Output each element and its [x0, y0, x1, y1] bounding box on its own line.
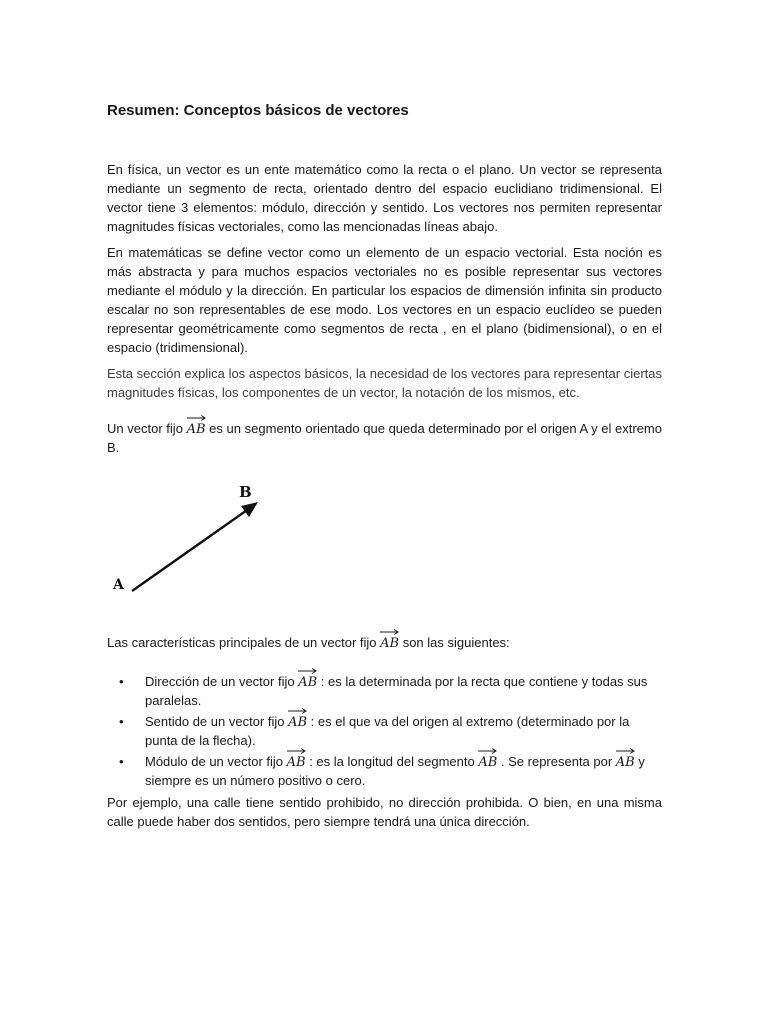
vector-arrowhead-icon — [241, 502, 258, 517]
vector-arrow-icon — [478, 747, 497, 755]
list-item-sense: • Sentido de un vector fijo AB : es el que va del origen al extremo (determinado por la punta de la flecha). — [107, 712, 662, 750]
vector-arrow-icon — [288, 707, 307, 715]
text-segment: Un vector fijo — [107, 421, 187, 436]
paragraph-fixed-vector — [107, 419, 662, 457]
list-item-modulus: • Módulo de un vector fijo AB : es la longitud del segmento AB . Se representa por AB y siempre es un número positivo o cero. — [107, 752, 662, 790]
list-item-direction: • Dirección de un vector fijo AB : es la determinada por la recta que contiene y todas sus paralelas. — [107, 672, 662, 710]
vector-ab-symbol: AB — [287, 752, 306, 771]
paragraph-example: Por ejemplo, una calle tiene sentido prohibido, no dirección prohibida. O bien, en una misma calle puede haber dos sentidos, pero siempre tendrá una única dirección. — [107, 795, 662, 829]
bullet-icon: • — [119, 674, 124, 689]
document-title: Resumen: Conceptos básicos de vectores — [107, 102, 409, 119]
bullet-icon: • — [119, 714, 124, 729]
vector-line — [132, 508, 250, 591]
label-point-a: A — [113, 577, 124, 593]
vector-ab-symbol: AB — [616, 752, 635, 771]
paragraph-physics-definition: En física, un vector es un ente matemático como la recta o el plano. Un vector se representa mediante un segmento de recta, orientado dentro del espacio euclidiano tridimensional. El vector tiene 3 elementos: módulo, dirección y sentido. Los vectores nos permiten representar magnitudes físicas vectoriales, como las mencionadas líneas abajo. — [107, 162, 662, 234]
vector-arrow-icon — [287, 747, 306, 755]
vector-ab-symbol: AB — [298, 672, 317, 691]
vector-arrow-icon — [616, 747, 635, 755]
paragraph-math-definition: En matemáticas se define vector como un elemento de un espacio vectorial. Esta noción es más abstracta y para muchos espacios vectoriales no es posible representar sus vectores mediante el módulo y la dirección. En particular los espacios de dimensión infinita sin producto escalar no son representables de ese modo. Los vectores en un espacio euclídeo se pueden representar geométricamente como segmentos de recta , en el plano (bidimensional), o en el espacio (tridimensional). — [107, 245, 662, 355]
vector-ab-symbol: AB — [380, 633, 399, 652]
bullet-icon: • — [119, 754, 124, 769]
paragraph-section-intro: Esta sección explica los aspectos básicos, la necesidad de los vectores para representar ciertas magnitudes físicas, los componentes de un vector, la notación de los mismos, etc. — [107, 366, 662, 400]
text-segment: es un segmento orientado que queda determinado por el origen A y el extremo B. — [107, 421, 662, 455]
vector-ab-symbol: AB — [478, 752, 497, 771]
vector-arrow-icon — [380, 628, 399, 636]
label-point-b: B — [239, 483, 252, 501]
vector-arrow-icon — [298, 667, 317, 675]
vector-ab-symbol: AB — [288, 712, 307, 731]
paragraph-characteristics-intro: Las características principales de un vector fijo AB son las siguientes: — [107, 633, 662, 652]
vector-ab-symbol: AB — [187, 419, 206, 438]
vector-diagram-svg — [107, 470, 407, 610]
vector-diagram — [107, 470, 407, 610]
vector-arrow-icon — [187, 414, 206, 422]
characteristics-list — [107, 672, 662, 792]
